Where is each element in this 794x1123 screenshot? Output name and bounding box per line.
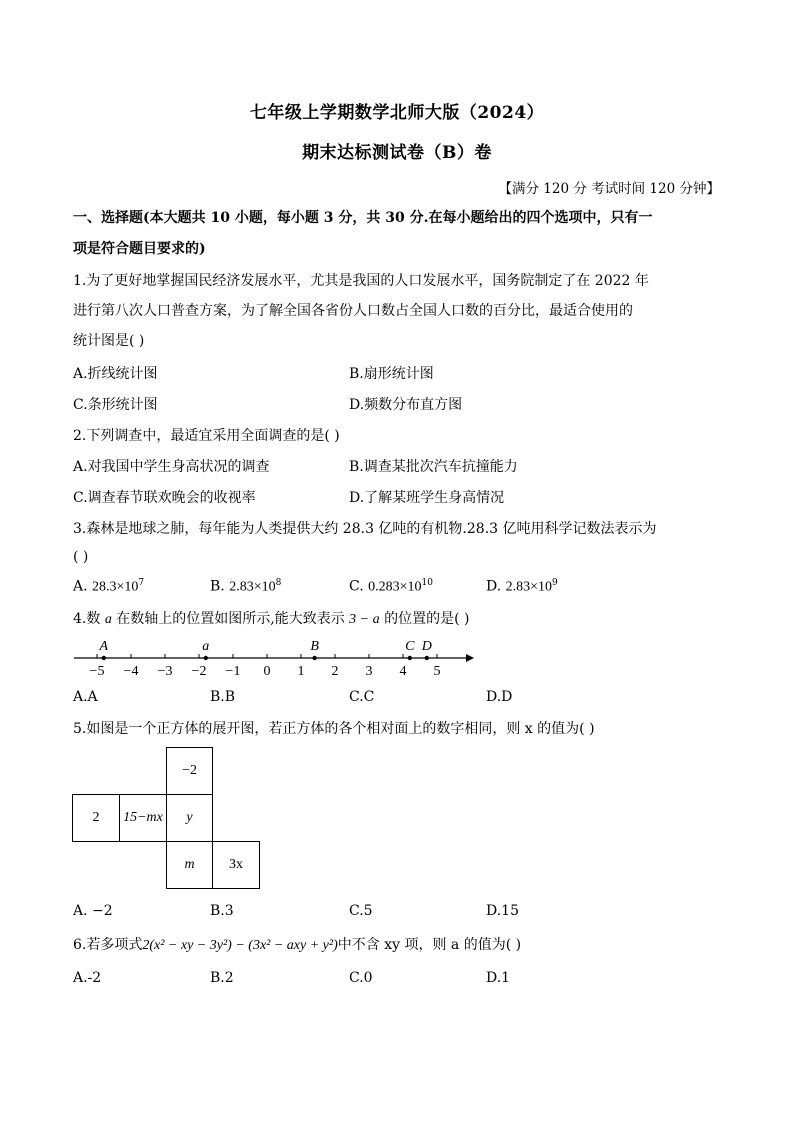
- number-line-point-label: A: [99, 639, 109, 654]
- q2-option-c: C.调查春节联欢晚会的收视率: [73, 490, 256, 506]
- number-line-point-label: D: [421, 639, 432, 654]
- q2-option-b: B.调查某批次汽车抗撞能力: [349, 459, 518, 475]
- q1-option-d: D.频数分布直方图: [349, 397, 463, 413]
- number-line-tick-label: −1: [225, 664, 241, 679]
- q2-option-a: A.对我国中学生身高状况的调查: [73, 459, 270, 475]
- net-cell-bottom: m: [166, 841, 213, 889]
- exam-subtitle: 期末达标测试卷（B）卷: [302, 143, 492, 163]
- number-line-point: [312, 656, 316, 660]
- q5-option-c: C.5: [349, 903, 373, 919]
- q5-stem: 5.如图是一个正方体的展开图，若正方体的各个相对面上的数字相同，则 x 的值为( ): [73, 721, 595, 737]
- number-line-tick-label: 0: [263, 664, 271, 679]
- number-line-point: [102, 656, 106, 660]
- net-cell-leftmid: 15−mx: [119, 794, 167, 842]
- net-cell-left: 2: [72, 794, 120, 842]
- q3-option-a: A. $28.3\times 10^7$: [73, 578, 145, 595]
- number-line-tick-label: −5: [89, 664, 105, 679]
- q1-option-c: C.条形统计图: [73, 397, 158, 413]
- q1-option-a: A.折线统计图: [73, 366, 158, 382]
- number-line-tick-label: 1: [297, 664, 305, 679]
- score-info: 【满分 120 分 考试时间 120 分钟】: [498, 181, 720, 197]
- number-line-arrow: [466, 654, 474, 662]
- q1-stem-line3: 统计图是( ): [73, 333, 145, 349]
- q5-option-b: B.3: [210, 903, 234, 919]
- q4-option-c: C.C: [349, 689, 375, 705]
- q3-stem-line2: ( ): [73, 549, 89, 565]
- number-line-point: [408, 656, 412, 660]
- number-line-point-label: B: [310, 639, 319, 654]
- q5-option-a: A. −2: [73, 903, 113, 919]
- number-line-point-label: a: [202, 639, 210, 654]
- number-line-tick-label: 4: [399, 664, 407, 679]
- net-cell-center: y: [166, 794, 213, 842]
- number-line-figure: [70, 634, 480, 684]
- q4-option-b: B.B: [210, 689, 236, 705]
- number-line-point: [204, 656, 208, 660]
- q5-option-d: D.15: [486, 903, 519, 919]
- q1-stem-line2: 进行第八次人口普查方案，为了解全国各省份人口数占全国人口数的百分比，最适合使用的: [73, 303, 633, 319]
- q1-stem-line1: 1.为了更好地掌握国民经济发展水平，尤其是我国的人口发展水平，国务院制定了在 2022 年: [73, 273, 649, 289]
- number-line-tick-label: 2: [331, 664, 339, 679]
- number-line-point-label: C: [405, 639, 415, 654]
- q4-stem: 4.数 a 在数轴上的位置如图所示,能大致表示 3 − a 的位置的是( ): [73, 611, 470, 627]
- section-heading-line2: 项是符合题目要求的): [73, 241, 206, 257]
- q2-option-d: D.了解某班学生身高情况: [349, 490, 505, 506]
- q1-option-b: B.扇形统计图: [349, 366, 434, 382]
- q6-stem: 6.若多项式2(x² − xy − 3y²) − (3x² − axy + y²)中不含 xy 项，则 a 的值为( ): [73, 937, 522, 953]
- q6-option-c: C.0: [349, 970, 373, 986]
- number-line-tick-label: 5: [433, 664, 441, 679]
- number-line-tick-label: −4: [123, 664, 139, 679]
- net-cell-bottomright: 3x: [212, 841, 260, 889]
- q2-stem: 2.下列调查中，最适宜采用全面调查的是( ): [73, 428, 340, 444]
- q3-option-d: D. $2.83\times 10^9$: [486, 578, 558, 595]
- q4-option-d: D.D: [486, 689, 513, 705]
- exam-title: 七年级上学期数学北师大版（2024）: [249, 103, 545, 123]
- section-heading-line1: 一、选择题(本大题共 10 小题，每小题 3 分，共 30 分.在每小题给出的四个选项中，只有一: [73, 210, 653, 226]
- q6-option-d: D.1: [486, 970, 511, 986]
- q3-stem-line1: 3.森林是地球之肺，每年能为人类提供大约 28.3 亿吨的有机物.28.3 亿吨用科学记数法表示为: [73, 521, 657, 537]
- number-line-tick-label: −3: [157, 664, 173, 679]
- q6-option-b: B.2: [210, 970, 234, 986]
- number-line-tick-label: −2: [191, 664, 207, 679]
- q3-option-c: C. $0.283\times 10^{10}$: [349, 578, 433, 595]
- q6-option-a: A.-2: [73, 970, 102, 986]
- number-line-tick-label: 3: [365, 664, 373, 679]
- net-cell-top: −2: [166, 747, 213, 795]
- q4-option-a: A.A: [73, 689, 98, 705]
- q3-option-b: B. $2.83\times 10^8$: [210, 578, 282, 595]
- number-line-point: [425, 656, 429, 660]
